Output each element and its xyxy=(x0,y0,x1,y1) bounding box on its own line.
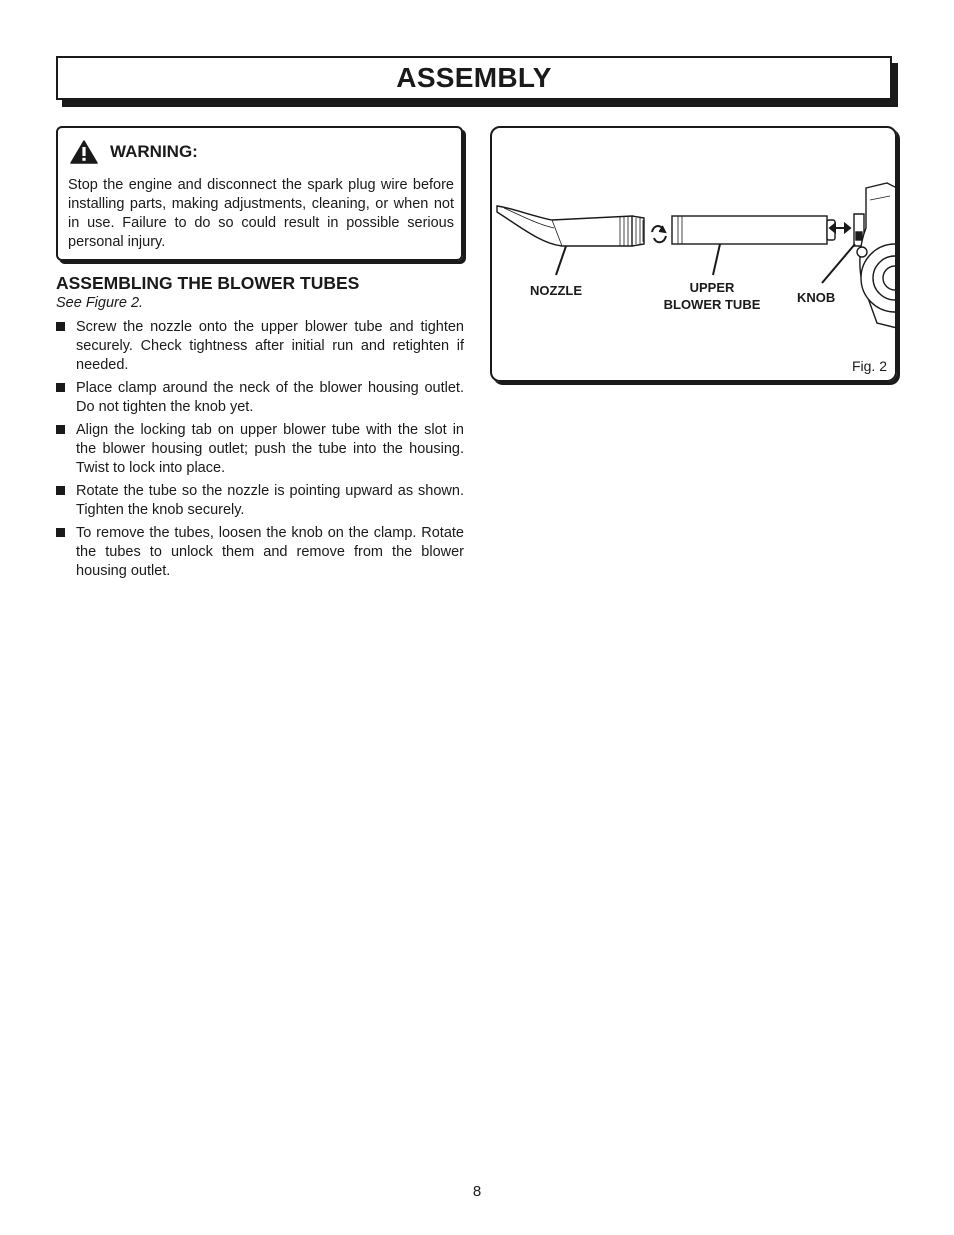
page-title: ASSEMBLY xyxy=(396,62,552,93)
page-title-bar xyxy=(56,56,892,100)
bullet-square-icon xyxy=(56,322,65,331)
bullet-square-icon xyxy=(56,528,65,537)
warning-box xyxy=(56,126,463,261)
figure-2 xyxy=(490,126,897,382)
upper-blower-tube-label xyxy=(660,279,764,313)
warning-text: Stop the engine and disconnect the spark plug wire before installing parts, making adjustments, cleaning, or when not in use. Failure to do so could result in possible serious personal injury. xyxy=(68,177,454,250)
list-item xyxy=(56,318,464,375)
nozzle-drawing xyxy=(497,206,644,246)
bullet-square-icon xyxy=(56,486,65,495)
upper-blower-tube-label-line1: UPPER xyxy=(689,280,735,295)
bullet-square-icon xyxy=(56,425,65,434)
nozzle-label: NOZZLE xyxy=(530,283,582,298)
warning-triangle-icon xyxy=(70,140,98,164)
blower-tube-illustration xyxy=(492,128,895,380)
step-text: Place clamp around the neck of the blower housing outlet. Do not tighten the knob yet. xyxy=(76,380,464,415)
warning-heading: WARNING: xyxy=(110,142,198,161)
upper-blower-tube-drawing xyxy=(672,216,835,244)
callout-leader-lines xyxy=(556,244,855,283)
list-item xyxy=(56,379,464,417)
page-number: 8 xyxy=(472,1183,482,1200)
step-text: Screw the nozzle onto the upper blower tube and tighten securely. Check tightness after initial run and retighten if needed. xyxy=(76,319,464,373)
knob-label: KNOB xyxy=(797,290,836,305)
double-arrow-icon xyxy=(830,224,850,232)
section-heading: ASSEMBLING THE BLOWER TUBES xyxy=(56,273,360,293)
figure-caption: Fig. 2 xyxy=(851,358,887,374)
warning-header xyxy=(70,140,198,164)
list-item xyxy=(56,482,464,520)
blower-housing-drawing xyxy=(854,183,895,328)
step-text: Rotate the tube so the nozzle is pointing upward as shown. Tighten the knob securely. xyxy=(76,483,464,518)
list-item xyxy=(56,421,464,478)
step-text: To remove the tubes, loosen the knob on the clamp. Rotate the tubes to unlock them and remove from the blower housing outlet. xyxy=(76,525,464,579)
step-text: Align the locking tab on upper blower tube with the slot in the blower housing outlet; push the tube into the housing. Twist to lock into place. xyxy=(76,422,464,476)
steps-list xyxy=(56,318,464,585)
twist-arrow-icon xyxy=(652,226,666,242)
upper-blower-tube-label-line2: BLOWER TUBE xyxy=(663,297,761,312)
list-item xyxy=(56,524,464,581)
bullet-square-icon xyxy=(56,383,65,392)
figure-reference: See Figure 2. xyxy=(56,295,144,311)
